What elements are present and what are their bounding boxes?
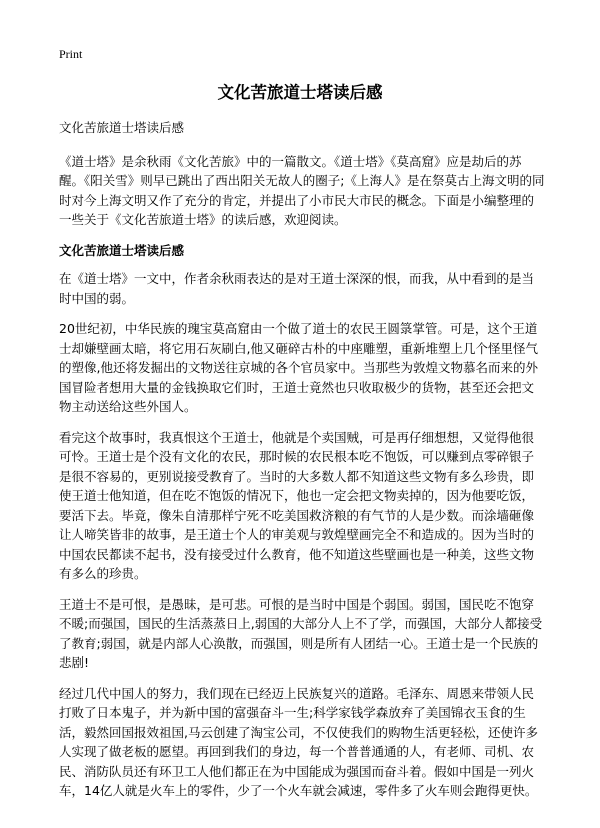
page-title: 文化苦旅道士塔读后感 (217, 83, 383, 102)
print-link[interactable]: Print (59, 47, 83, 61)
paragraph-3: 看完这个故事时，我真恨这个王道士，他就是个卖国贼，可是再仔细想想，又觉得他很可怜。王道士是个没有文化的农民，那时候的农民根本吃不饱饭，可以赚到点零碎银子是很不容易的，更别说接受教育了。当时的大多数人都不知道这些文物有多么珍贵，即使王道士他知道，但在吃不饱饭的情况下，他也一定会把文物卖掉的，因为他要吃饭，要活下去。毕竟，像朱自清那样宁死不吃美国救济粮的有气节的人是少数。而涂墙砸像让人啼笑皆非的故事，是王道士个人的审美观与敦煌壁画完全不和造成的。因为当时的中国农民都读不起书，没有接受过什么教育，他不知道这些壁画也是一种美，这些文物有多么的珍贵。 (59, 429, 535, 581)
intro-paragraph: 《道士塔》是余秋雨《文化苦旅》中的一篇散文。《道士塔》《莫高窟》应是劫后的苏醒。《阳关雪》则早已跳出了西出阳关无故人的圈子;《上海人》是在祭莫古上海文明的同时对今上海文明又作了充分的肯定，并提出了小市民大市民的概念。下面是小编整理的一些关于《文化苦旅道士塔》的读后感，欢迎阅读。 (59, 153, 545, 227)
paragraph-4: 王道士不是可恨，是愚昧，是可悲。可恨的是当时中国是个弱国。弱国，国民吃不饱穿不暖;而强国，国民的生活蒸蒸日上,弱国的大部分人上不了学，而强国，大部分人都接受了教育;弱国，就是内部人心涣散，而强国，则是所有人团结一心。王道士是一个民族的悲剧! (59, 596, 543, 670)
paragraph-1: 在《道士塔》一文中，作者余秋雨表达的是对王道士深深的恨，而我，从中看到的是当时中国的弱。 (59, 271, 535, 306)
article-subtitle: 文化苦旅道士塔读后感 (59, 120, 185, 135)
paragraph-2: 20世纪初，中华民族的瑰宝莫高窟由一个做了道士的农民王圆箓掌管。可是，这个王道士却嫌壁画太暗，将它用石灰刷白,他又砸碎古朴的中座雕塑，重新堆塑上几个怪里怪气的塑像,他还将发掘出的文物送往京城的各个官员家中。当那些为敦煌文物慕名而来的外国冒险者想用大量的金钱换取它们时，王道士竟然也只收取极少的货物，甚至还会把文物主动送给这些外国人。 (59, 321, 538, 414)
article-body (59, 118, 545, 812)
paragraph-5: 经过几代中国人的努力，我们现在已经迈上民族复兴的道路。毛泽东、周恩来带领人民打败了日本鬼子，并为新中国的富强奋斗一生;科学家钱学森放弃了美国锦衣玉食的生活，毅然回国报效祖国,马云创建了淘宝公司，不仅使我们的购物生活更轻松，还使许多人实现了做老板的愿望。再回到我们的身边，每一个普普通通的人，有老师、司机、农民、消防队员还有环卫工人他们都正在为中国能成为强国而奋斗着。假如中国是一列火车，14亿人就是火车上的零件，少了一个火车就会减速，零件多了火车则会跑得更快。 (59, 685, 538, 798)
section-heading: 文化苦旅道士塔读后感 (59, 242, 185, 258)
